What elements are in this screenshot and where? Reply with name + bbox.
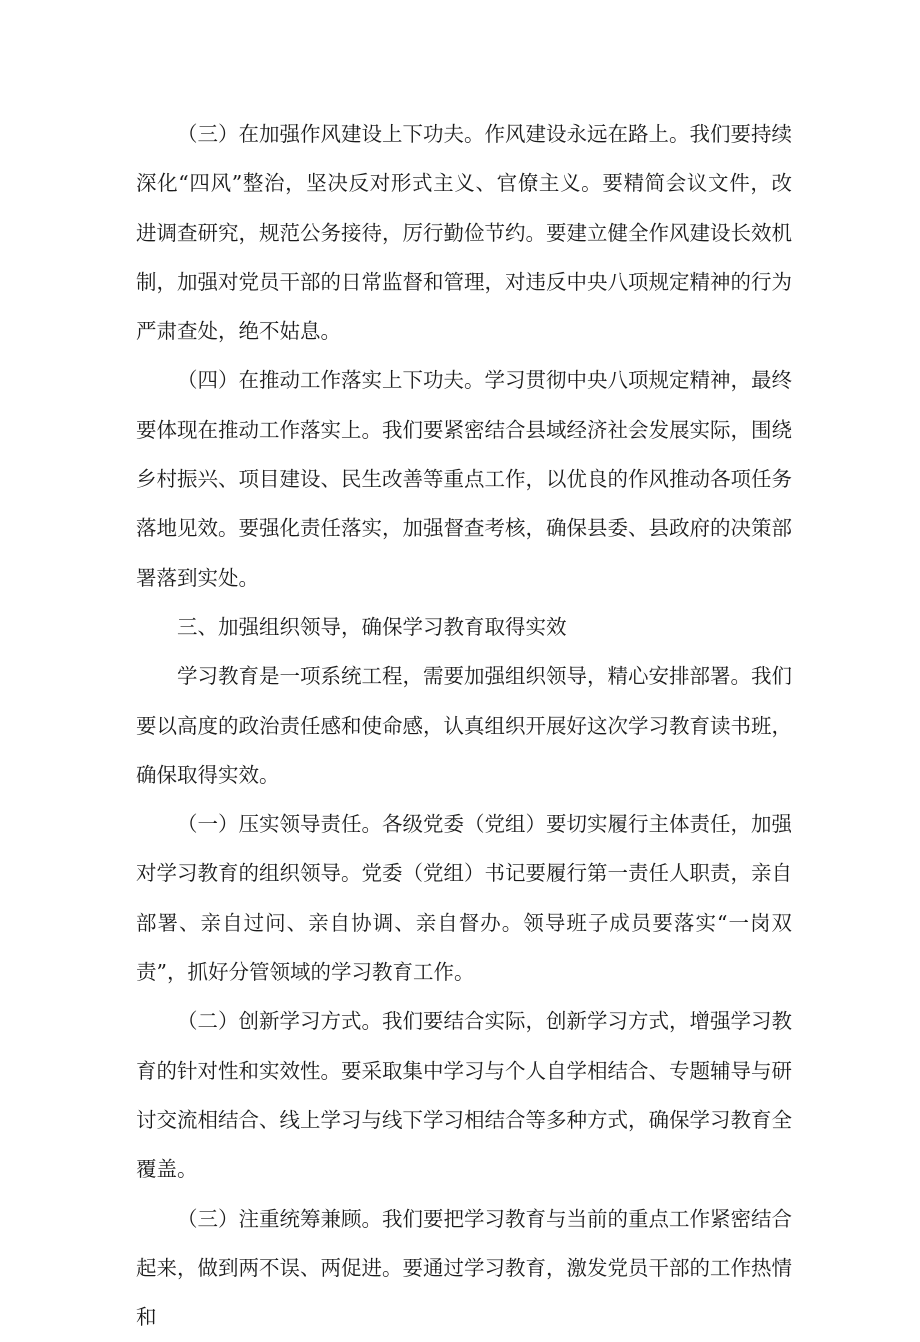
paragraph-work-implementation: （四）在推动工作落实上下功夫。学习贯彻中央八项规定精神，最终要体现在推动工作落实上。我们要紧密结合县域经济社会发展实际，围绕乡村振兴、项目建设、民生改善等重点工作，以优良的作风推动各项任务落地见效。要强化责任落实，加强督查考核，确保县委、县政府的决策部署落到实处。: [136, 368, 792, 590]
paragraph-overall-planning: （三）注重统筹兼顾。我们要把学习教育与当前的重点工作紧密结合起来，做到两不误、两促进。要通过学习教育，激发党员干部的工作热情和: [136, 1206, 792, 1330]
section-heading-organization: 三、加强组织领导，确保学习教育取得实效: [177, 614, 567, 639]
document-body: [136, 110, 792, 1342]
paragraph-learning-methods: （二）创新学习方式。我们要结合实际，创新学习方式，增强学习教育的针对性和实效性。要采取集中学习与个人自学相结合、专题辅导与研讨交流相结合、线上学习与线下学习相结合等多种方式，确保学习教育全覆盖。: [136, 1009, 792, 1182]
paragraph-style-improvement: （三）在加强作风建设上下功夫。作风建设永远在路上。我们要持续深化“四风”整治，坚决反对形式主义、官僚主义。要精简会议文件，改进调查研究，规范公务接待，厉行勤俭节约。要建立健全作风建设长效机制，加强对党员干部的日常监督和管理，对违反中央八项规定精神的行为严肃查处，绝不姑息。: [136, 122, 792, 344]
paragraph-systematic-project: 学习教育是一项系统工程，需要加强组织领导，精心安排部署。我们要以高度的政治责任感和使命感，认真组织开展好这次学习教育读书班，确保取得实效。: [136, 664, 792, 787]
paragraph-leadership-responsibility: （一）压实领导责任。各级党委（党组）要切实履行主体责任，加强对学习教育的组织领导。党委（党组）书记要履行第一责任人职责，亲自部署、亲自过问、亲自协调、亲自督办。领导班子成员要落实“一岗双责”，抓好分管领域的学习教育工作。: [136, 812, 792, 985]
